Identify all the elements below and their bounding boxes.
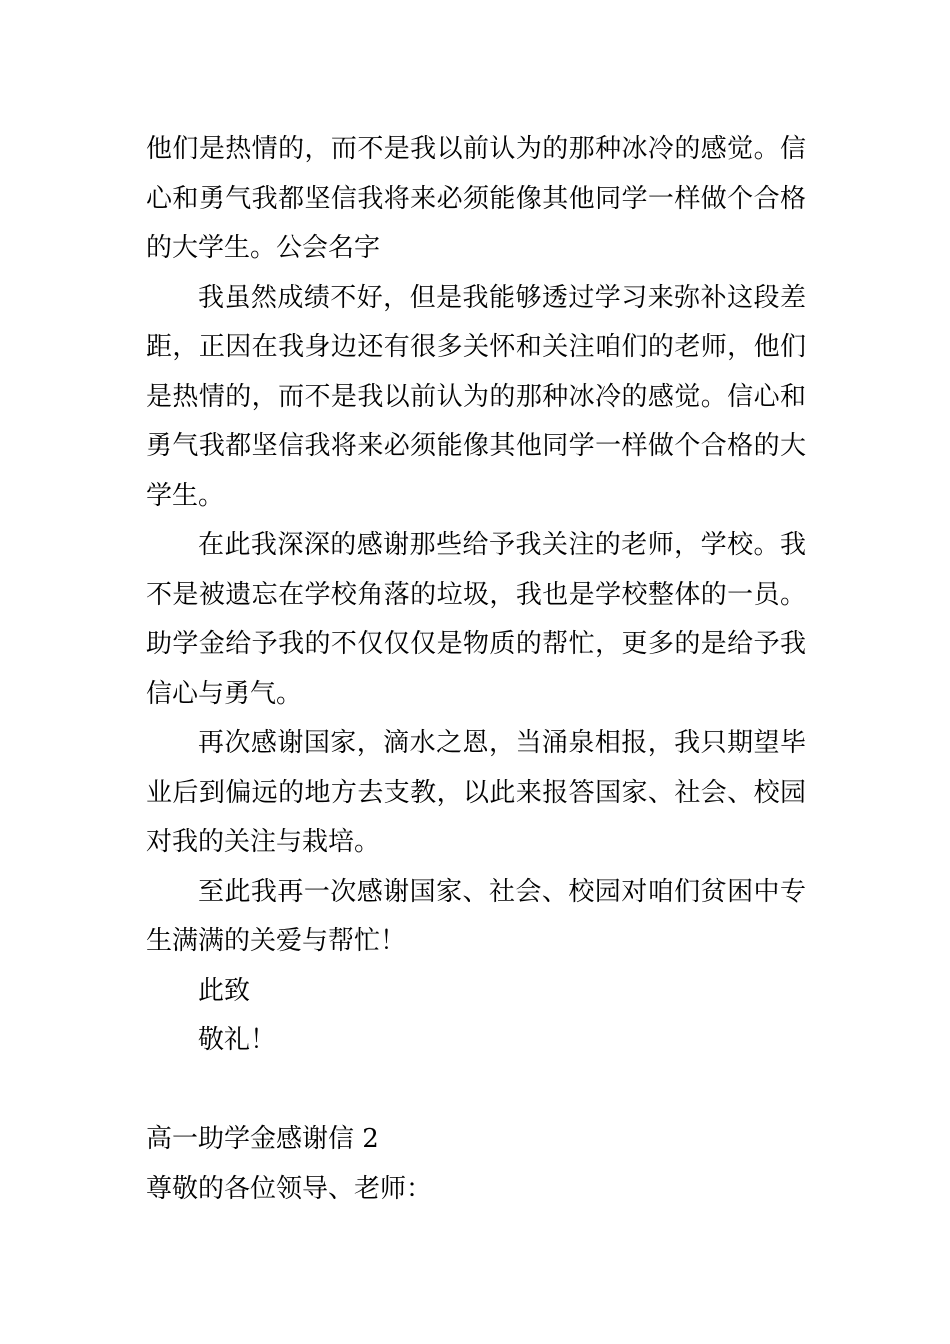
- blank-line: [146, 1066, 806, 1116]
- paragraph-thanks-teachers: 在此我深深的感谢那些给予我关注的老师，学校。我不是被遗忘在学校角落的垃圾，我也是学校整体的一员。助学金给予我的不仅仅仅是物质的帮忙，更多的是给予我信心与勇气。: [146, 530, 806, 709]
- section-title: 高一助学金感谢信 2: [146, 1124, 379, 1154]
- salutation: 尊敬的各位领导、老师：: [146, 1173, 433, 1204]
- closing-cizhi: 此致: [198, 975, 251, 1006]
- paragraph-final-thanks: 至此我再一次感谢国家、社会、校园对咱们贫困中专生满满的关爱与帮忙！: [146, 876, 806, 956]
- paragraph-thanks-country: 再次感谢国家，滴水之恩，当涌泉相报，我只期望毕业后到偏远的地方去支教，以此来报答国家、社会、校园对我的关注与栽培。: [146, 728, 806, 857]
- paragraph-grades: 我虽然成绩不好，但是我能够透过学习来弥补这段差距，正因在我身边还有很多关怀和关注咱们的老师，他们是热情的，而不是我以前认为的那种冰冷的感觉。信心和勇气我都坚信我将来必须能像其他同学一样做个合格的大学生。: [146, 282, 806, 511]
- letter-body: [146, 125, 806, 1214]
- paragraph-continuation: 他们是热情的，而不是我以前认为的那种冰冷的感觉。信心和勇气我都坚信我将来必须能像其他同学一样做个合格的大学生。公会名字: [146, 134, 806, 263]
- closing-jingli: 敬礼！: [198, 1025, 277, 1055]
